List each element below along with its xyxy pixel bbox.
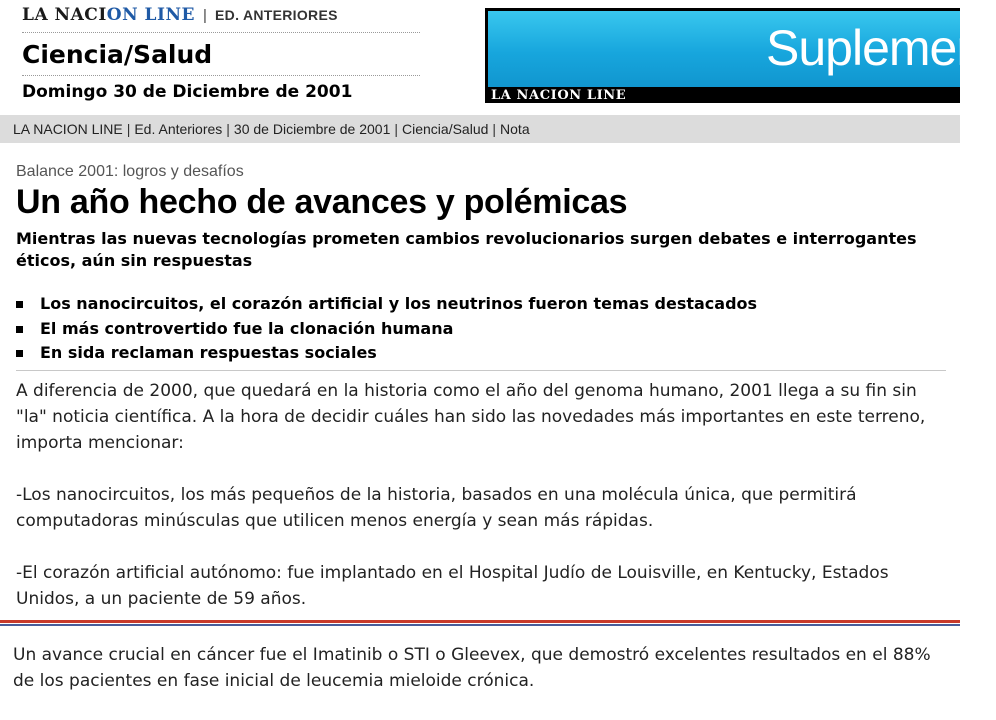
square-bullet-icon [16,326,23,333]
section-title: Ciencia/Salud [22,40,213,69]
breadcrumb-separator: | [492,121,497,137]
supplement-title: Suplement [766,20,996,76]
breadcrumb-separator: | [126,121,131,137]
highlights-list [16,292,946,366]
article-headline: Un año hecho de avances y polémicas [16,183,628,221]
body-paragraph: -El corazón artificial autónomo: fue implantado en el Hospital Judío de Louisville, en Kentucky, Estados Unidos, a un paciente de 59 años. [16,563,889,609]
highlight-text: Los nanocircuitos, el corazón artificial y los neutrinos fueron temas destacados [40,294,758,313]
body-paragraph: A diferencia de 2000, que quedará en la historia como el año del genoma humano, 2001 llega a su fin sin "la" noticia científica. A la hora de decidir cuáles han sido las novedades más importantes en este terreno, importa mencionar: [16,381,926,453]
site-logo[interactable] [22,5,195,25]
breadcrumb-item[interactable]: LA NACION LINE [13,121,123,137]
body-paragraph: -Los nanocircuitos, los más pequeños de la historia, basados en una molécula única, que permitirá computadoras minúsculas que utilicen menos energía y sean más rápidas. [16,485,857,531]
blue-divider [0,624,960,626]
logo-part-1: LA NACI [22,5,107,25]
issue-date: Domingo 30 de Diciembre de 2001 [22,82,353,102]
masthead [0,0,996,106]
supplement-banner[interactable] [485,8,996,103]
lower-paragraph: Un avance crucial en cáncer fue el Imatinib o STI o Gleevex, que demostró excelentes resultados en el 88% de los pacientes en fase inicial de leucemia mieloide crónica. [13,645,931,691]
highlight-item [16,292,946,317]
supplement-brand: LA NACION LINE [491,88,627,103]
brand-separator: | [203,7,207,24]
archive-link[interactable]: ED. ANTERIORES [215,7,338,23]
brand-line [22,5,338,29]
breadcrumb-item[interactable]: Ed. Anteriores [134,121,223,137]
breadcrumb-item[interactable]: Ciencia/Salud [402,121,489,137]
breadcrumb-item: Nota [500,121,530,137]
red-divider [0,620,960,623]
breadcrumb [0,115,960,143]
body-divider [16,370,946,371]
dotted-divider [22,75,420,76]
breadcrumb-separator: | [394,121,398,137]
square-bullet-icon [16,301,23,308]
highlight-item [16,317,946,342]
highlight-text: El más controvertido fue la clonación humana [40,318,454,338]
dotted-divider [22,32,420,33]
highlight-item [16,341,946,366]
article-deck: Mientras las nuevas tecnologías prometen cambios revolucionarios surgen debates e interrogantes éticos, aún sin respuestas [16,229,917,270]
square-bullet-icon [16,350,23,357]
breadcrumb-separator: | [226,121,230,137]
logo-part-2: ON LINE [106,5,195,25]
supplement-banner-panel [488,11,996,87]
highlight-text: En sida reclaman respuestas sociales [40,343,377,362]
breadcrumb-item[interactable]: 30 de Diciembre de 2001 [233,121,391,137]
article-body [16,378,946,612]
article-kicker: Balance 2001: logros y desafíos [16,163,244,180]
